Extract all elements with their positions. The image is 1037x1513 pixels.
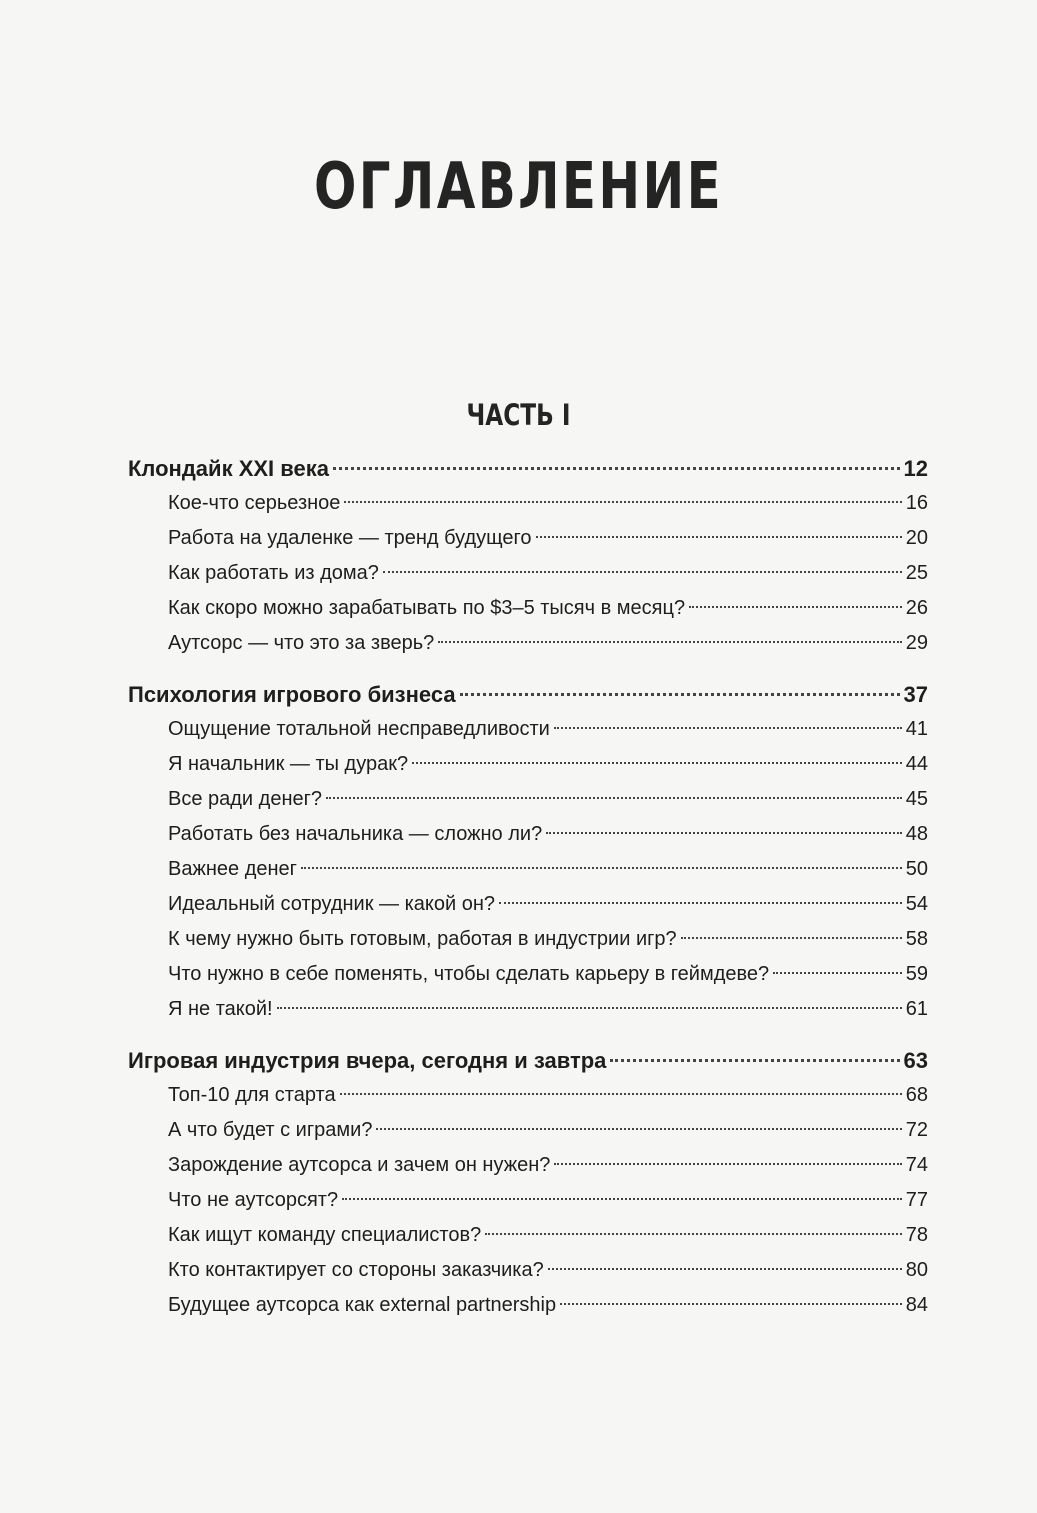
dot-leader bbox=[438, 641, 901, 643]
dot-leader bbox=[326, 797, 902, 799]
toc-subsection-row bbox=[128, 887, 928, 922]
toc-entry-title: А что будет с играми? bbox=[168, 1119, 373, 1141]
toc-subsection-row bbox=[128, 1183, 928, 1218]
toc-page-number: 16 bbox=[905, 492, 928, 514]
dot-leader bbox=[681, 937, 902, 939]
toc-entry-title: Кое-что серьезное bbox=[168, 492, 341, 514]
toc-page-number: 61 bbox=[905, 998, 928, 1020]
toc-entry-title: Игровая индустрия вчера, сегодня и завтра bbox=[128, 1048, 607, 1073]
page-title: ОГЛАВЛЕНИЕ bbox=[313, 150, 724, 224]
toc-subsection-row bbox=[128, 626, 928, 661]
toc-entry-title: Я не такой! bbox=[168, 998, 273, 1020]
toc-entry-title: Ощущение тотальной несправедливости bbox=[168, 718, 550, 740]
toc-subsection-row bbox=[128, 852, 928, 887]
dot-leader bbox=[773, 972, 902, 974]
dot-leader bbox=[333, 467, 900, 470]
dot-leader bbox=[342, 1198, 902, 1200]
toc-subsection-row bbox=[128, 992, 928, 1027]
toc-entry-title: Топ-10 для старта bbox=[168, 1084, 336, 1106]
toc-page-number: 26 bbox=[905, 597, 928, 619]
toc-chapter-row bbox=[128, 451, 928, 486]
dot-leader bbox=[344, 501, 901, 503]
toc-page-number: 37 bbox=[903, 682, 928, 707]
toc-page-number: 12 bbox=[903, 456, 928, 481]
toc-entry-title: Как работать из дома? bbox=[168, 562, 379, 584]
dot-leader bbox=[610, 1059, 899, 1062]
toc-chapter-row bbox=[128, 677, 928, 712]
toc-subsection-row bbox=[128, 556, 928, 591]
dot-leader bbox=[554, 727, 902, 729]
toc-subsection-row bbox=[128, 1113, 928, 1148]
toc-subsection-row bbox=[128, 1148, 928, 1183]
toc-section bbox=[128, 451, 928, 661]
toc-entry-title: Как скоро можно зарабатывать по $3–5 тысяч в месяц? bbox=[168, 597, 686, 619]
toc-page-number: 29 bbox=[905, 632, 928, 654]
toc-page-number: 58 bbox=[905, 928, 928, 950]
toc-section bbox=[128, 1043, 928, 1323]
toc-page-number: 74 bbox=[905, 1154, 928, 1176]
dot-leader bbox=[301, 867, 902, 869]
toc-page-number: 25 bbox=[905, 562, 928, 584]
dot-leader bbox=[536, 536, 902, 538]
toc-entry-title: Зарождение аутсорса и зачем он нужен? bbox=[168, 1154, 551, 1176]
toc-subsection-row bbox=[128, 1288, 928, 1323]
dot-leader bbox=[412, 762, 902, 764]
toc-subsection-row bbox=[128, 1218, 928, 1253]
toc-subsection-row bbox=[128, 817, 928, 852]
dot-leader bbox=[460, 693, 900, 696]
part-heading: ЧАСТЬ I bbox=[466, 398, 571, 432]
toc-subsection-row bbox=[128, 957, 928, 992]
toc-page-number: 59 bbox=[905, 963, 928, 985]
dot-leader bbox=[340, 1093, 902, 1095]
dot-leader bbox=[560, 1303, 902, 1305]
toc-page-number: 84 bbox=[905, 1294, 928, 1316]
toc-entry-title: Психология игрового бизнеса bbox=[128, 682, 456, 707]
toc-entry-title: Будущее аутсорса как external partnership bbox=[168, 1294, 557, 1316]
toc-subsection-row bbox=[128, 922, 928, 957]
dot-leader bbox=[277, 1007, 902, 1009]
toc-page-number: 20 bbox=[905, 527, 928, 549]
toc-page-number: 44 bbox=[905, 753, 928, 775]
toc-entry-title: Я начальник — ты дурак? bbox=[168, 753, 409, 775]
toc-page-number: 72 bbox=[905, 1119, 928, 1141]
toc-page-number: 54 bbox=[905, 893, 928, 915]
dot-leader bbox=[499, 902, 902, 904]
toc-subsection-row bbox=[128, 521, 928, 556]
dot-leader bbox=[548, 1268, 902, 1270]
toc-subsection-row bbox=[128, 1253, 928, 1288]
toc-page-number: 80 bbox=[905, 1259, 928, 1281]
toc-page-number: 78 bbox=[905, 1224, 928, 1246]
toc-entry-title: Работать без начальника — сложно ли? bbox=[168, 823, 543, 845]
toc-subsection-row bbox=[128, 1078, 928, 1113]
toc-entry-title: Идеальный сотрудник — какой он? bbox=[168, 893, 496, 915]
toc-page-number: 45 bbox=[905, 788, 928, 810]
toc-section bbox=[128, 677, 928, 1027]
toc-page-number: 63 bbox=[903, 1048, 928, 1073]
toc-entry-title: Кто контактирует со стороны заказчика? bbox=[168, 1259, 544, 1281]
dot-leader bbox=[485, 1233, 902, 1235]
toc-entry-title: Что нужно в себе поменять, чтобы сделать карьеру в геймдеве? bbox=[168, 963, 770, 985]
toc-subsection-row bbox=[128, 747, 928, 782]
dot-leader bbox=[689, 606, 902, 608]
toc-page-number: 41 bbox=[905, 718, 928, 740]
toc-entry-title: Что не аутсорсят? bbox=[168, 1189, 339, 1211]
toc-subsection-row bbox=[128, 486, 928, 521]
toc-entry-title: Важнее денег bbox=[168, 858, 297, 880]
dot-leader bbox=[376, 1128, 901, 1130]
toc-page-number: 68 bbox=[905, 1084, 928, 1106]
table-of-contents bbox=[128, 451, 928, 1339]
toc-subsection-row bbox=[128, 591, 928, 626]
toc-page-number: 77 bbox=[905, 1189, 928, 1211]
toc-subsection-row bbox=[128, 782, 928, 817]
toc-chapter-row bbox=[128, 1043, 928, 1078]
dot-leader bbox=[554, 1163, 901, 1165]
dot-leader bbox=[546, 832, 902, 834]
toc-page-number: 50 bbox=[905, 858, 928, 880]
toc-subsection-row bbox=[128, 712, 928, 747]
toc-entry-title: Как ищут команду специалистов? bbox=[168, 1224, 482, 1246]
toc-entry-title: Аутсорс — что это за зверь? bbox=[168, 632, 435, 654]
toc-entry-title: К чему нужно быть готовым, работая в индустрии игр? bbox=[168, 928, 677, 950]
toc-entry-title: Клондайк XXI века bbox=[128, 456, 329, 481]
dot-leader bbox=[383, 571, 902, 573]
toc-entry-title: Работа на удаленке — тренд будущего bbox=[168, 527, 532, 549]
toc-entry-title: Все ради денег? bbox=[168, 788, 323, 810]
toc-page-number: 48 bbox=[905, 823, 928, 845]
